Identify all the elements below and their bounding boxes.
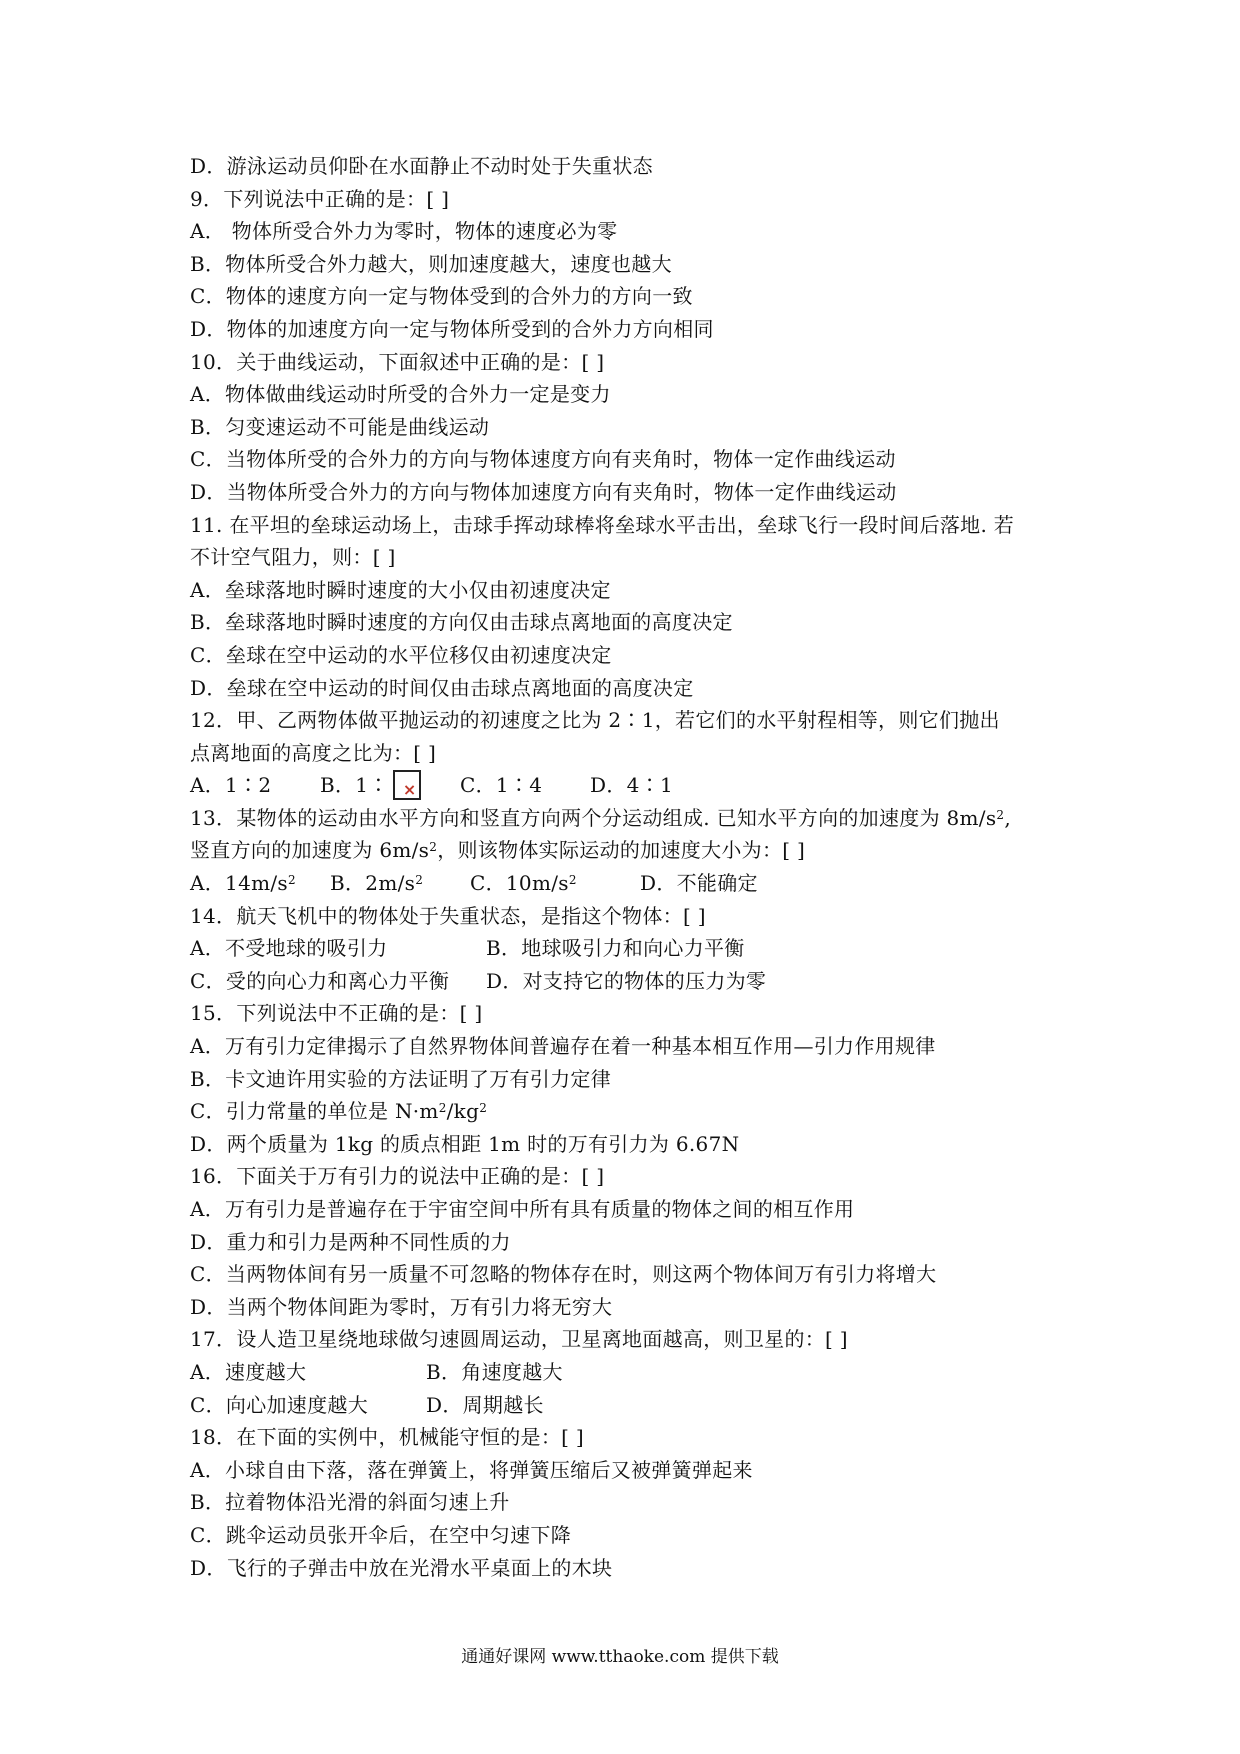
broken-image-x-icon: × [402,780,417,800]
superscript: 2 [415,873,424,888]
q13-option-b-label: B．2m/s [330,871,416,896]
q10-option-a: A．物体做曲线运动时所受的合外力一定是变力 [190,382,611,407]
q9-option-d: D．物体的加速度方向一定与物体所受到的合外力方向相同 [190,316,714,341]
q16-option-a: A．万有引力是普遍存在于宇宙空间中所有具有质量的物体之间的相互作用 [190,1197,855,1221]
superscript: 2 [996,807,1005,822]
q11-option-a: A．垒球落地时瞬时速度的大小仅由初速度决定 [190,577,611,602]
q13-option-b [330,867,470,900]
superscript: 2 [287,873,296,888]
superscript: 2 [438,1101,447,1116]
q16-stem: 16．下面关于万有引力的说法中正确的是：[ ] [190,1164,605,1189]
q10-option-c: C．当物体所受的合外力的方向与物体速度方向有夹角时，物体一定作曲线运动 [190,447,896,472]
q15-option-c-text: C．引力常量的单位是 N·m [190,1099,439,1124]
q12-stem-line1: 12．甲、乙两物体做平抛运动的初速度之比为 2∶1，若它们的水平射程相等，则它们抛出 [190,708,1000,733]
q14-option-b: B．地球吸引力和向心力平衡 [486,936,745,961]
q13-stem-text-2a: 竖直方向的加速度为 6m/s [190,838,430,863]
q15-option-b: B．卡文迪许用实验的方法证明了万有引力定律 [190,1066,611,1091]
q18-option-b: B．拉着物体沿光滑的斜面匀速上升 [190,1490,510,1515]
q10-option-d: D．当物体所受合外力的方向与物体加速度方向有夹角时，物体一定作曲线运动 [190,479,897,504]
q13-option-c-label: C．10m/s [470,871,569,896]
page-footer: 通通好课网 www.tthaoke.com 提供下载 [461,1647,779,1667]
superscript: 2 [479,1101,488,1116]
q12-option-d: D．4∶1 [590,773,673,798]
question-list [190,150,1070,1584]
q18-stem: 18．在下面的实例中，机械能守恒的是：[ ] [190,1425,585,1450]
q17-options-row1 [190,1356,1070,1389]
q9-option-a: A． 物体所受合外力为零时，物体的速度必为零 [190,219,618,244]
q16-option-b: D．重力和引力是两种不同性质的力 [190,1229,511,1254]
q9-option-c: C．物体的速度方向一定与物体受到的合外力的方向一致 [190,284,693,309]
q13-option-a-label: A．14m/s [190,871,288,896]
q18-option-d: D．飞行的子弹击中放在光滑水平桌面上的木块 [190,1555,613,1580]
q16-option-c: C．当两物体间有另一质量不可忽略的物体存在时，则这两个物体间万有引力将增大 [190,1262,937,1287]
q18-option-a: A．小球自由下落，落在弹簧上，将弹簧压缩后又被弹簧弹起来 [190,1457,753,1482]
q17-options-row2 [190,1389,1070,1422]
q10-stem: 10．关于曲线运动，下面叙述中正确的是：[ ] [190,349,605,374]
q13-option-c [470,867,640,900]
q12-options [190,769,1070,802]
q13-option-a [190,867,330,900]
q9-option-b: B．物体所受合外力越大，则加速度越大，速度也越大 [190,251,672,276]
q13-stem-text: 13．某物体的运动由水平方向和竖直方向两个分运动组成. 已知水平方向的加速度为 8m/s [190,805,997,830]
q13-stem-line1: 13．某物体的运动由水平方向和竖直方向两个分运动组成. 已知水平方向的加速度为 $8m/s^2$, [190,805,1012,830]
q17-option-c: C．向心加速度越大 [190,1392,369,1417]
q14-options-row1 [190,932,1070,965]
q14-option-d: D．对支持它的物体的压力为零 [486,968,767,993]
q15-option-d: D．两个质量为 1kg 的质点相距 1m 时的万有引力为 6.67N [190,1131,740,1156]
q14-options-row2 [190,965,1070,998]
q12-stem-line2: 点离地面的高度之比为：[ ] [190,740,437,765]
q14-option-c: C．受的向心力和离心力平衡 [190,968,450,993]
q11-stem-line1: 11. 在平坦的垒球运动场上，击球手挥动球棒将垒球水平击出，垒球飞行一段时间后落地. 若 [190,512,1015,537]
q12-option-a: A．1∶2 [190,773,272,798]
q17-option-a: A．速度越大 [190,1359,307,1384]
q11-stem-line2: 不计空气阻力，则：[ ] [190,545,396,570]
q13-stem-text-2b: ，则该物体实际运动的加速度大小为：[ ] [437,838,806,863]
q18-option-c: C．跳伞运动员张开伞后，在空中匀速下降 [190,1522,572,1547]
q15-option-c [190,1095,1070,1128]
superscript: 2 [429,840,438,855]
q13-options [190,867,1070,900]
q13-stem-line2 [190,834,1070,867]
q15-stem: 15．下列说法中不正确的是：[ ] [190,1001,483,1026]
q14-stem: 14．航天飞机中的物体处于失重状态，是指这个物体：[ ] [190,903,706,928]
q13-option-d: D．不能确定 [640,871,758,896]
q11-option-c: C．垒球在空中运动的水平位移仅由初速度决定 [190,642,612,667]
q17-option-b: B．角速度越大 [426,1359,563,1384]
q8-option-d: D．游泳运动员仰卧在水面静止不动时处于失重状态 [190,154,653,178]
q17-option-d: D．周期越长 [426,1392,544,1417]
q12-option-c: C．1∶4 [460,773,543,798]
broken-image-icon [393,770,421,800]
superscript: 2 [568,873,577,888]
q16-option-d: D．当两个物体间距为零时，万有引力将无穷大 [190,1294,613,1319]
q9-stem: 9．下列说法中正确的是：[ ] [190,186,450,211]
q10-option-b: B．匀变速运动不可能是曲线运动 [190,414,490,439]
q17-stem: 17．设人造卫星绕地球做匀速圆周运动，卫星离地面越高，则卫星的：[ ] [190,1327,848,1352]
q12-option-b-label: B．1∶ [320,773,389,798]
q12-option-b [320,769,460,802]
q14-option-a: A．不受地球的吸引力 [190,936,388,961]
q11-option-b: B．垒球落地时瞬时速度的方向仅由击球点离地面的高度决定 [190,610,733,635]
q15-option-c-unit: /kg [446,1099,480,1124]
q15-option-a: A．万有引力定律揭示了自然界物体间普遍存在着一种基本相互作用—引力作用规律 [190,1034,936,1059]
q11-option-d: D．垒球在空中运动的时间仅由击球点离地面的高度决定 [190,675,694,700]
